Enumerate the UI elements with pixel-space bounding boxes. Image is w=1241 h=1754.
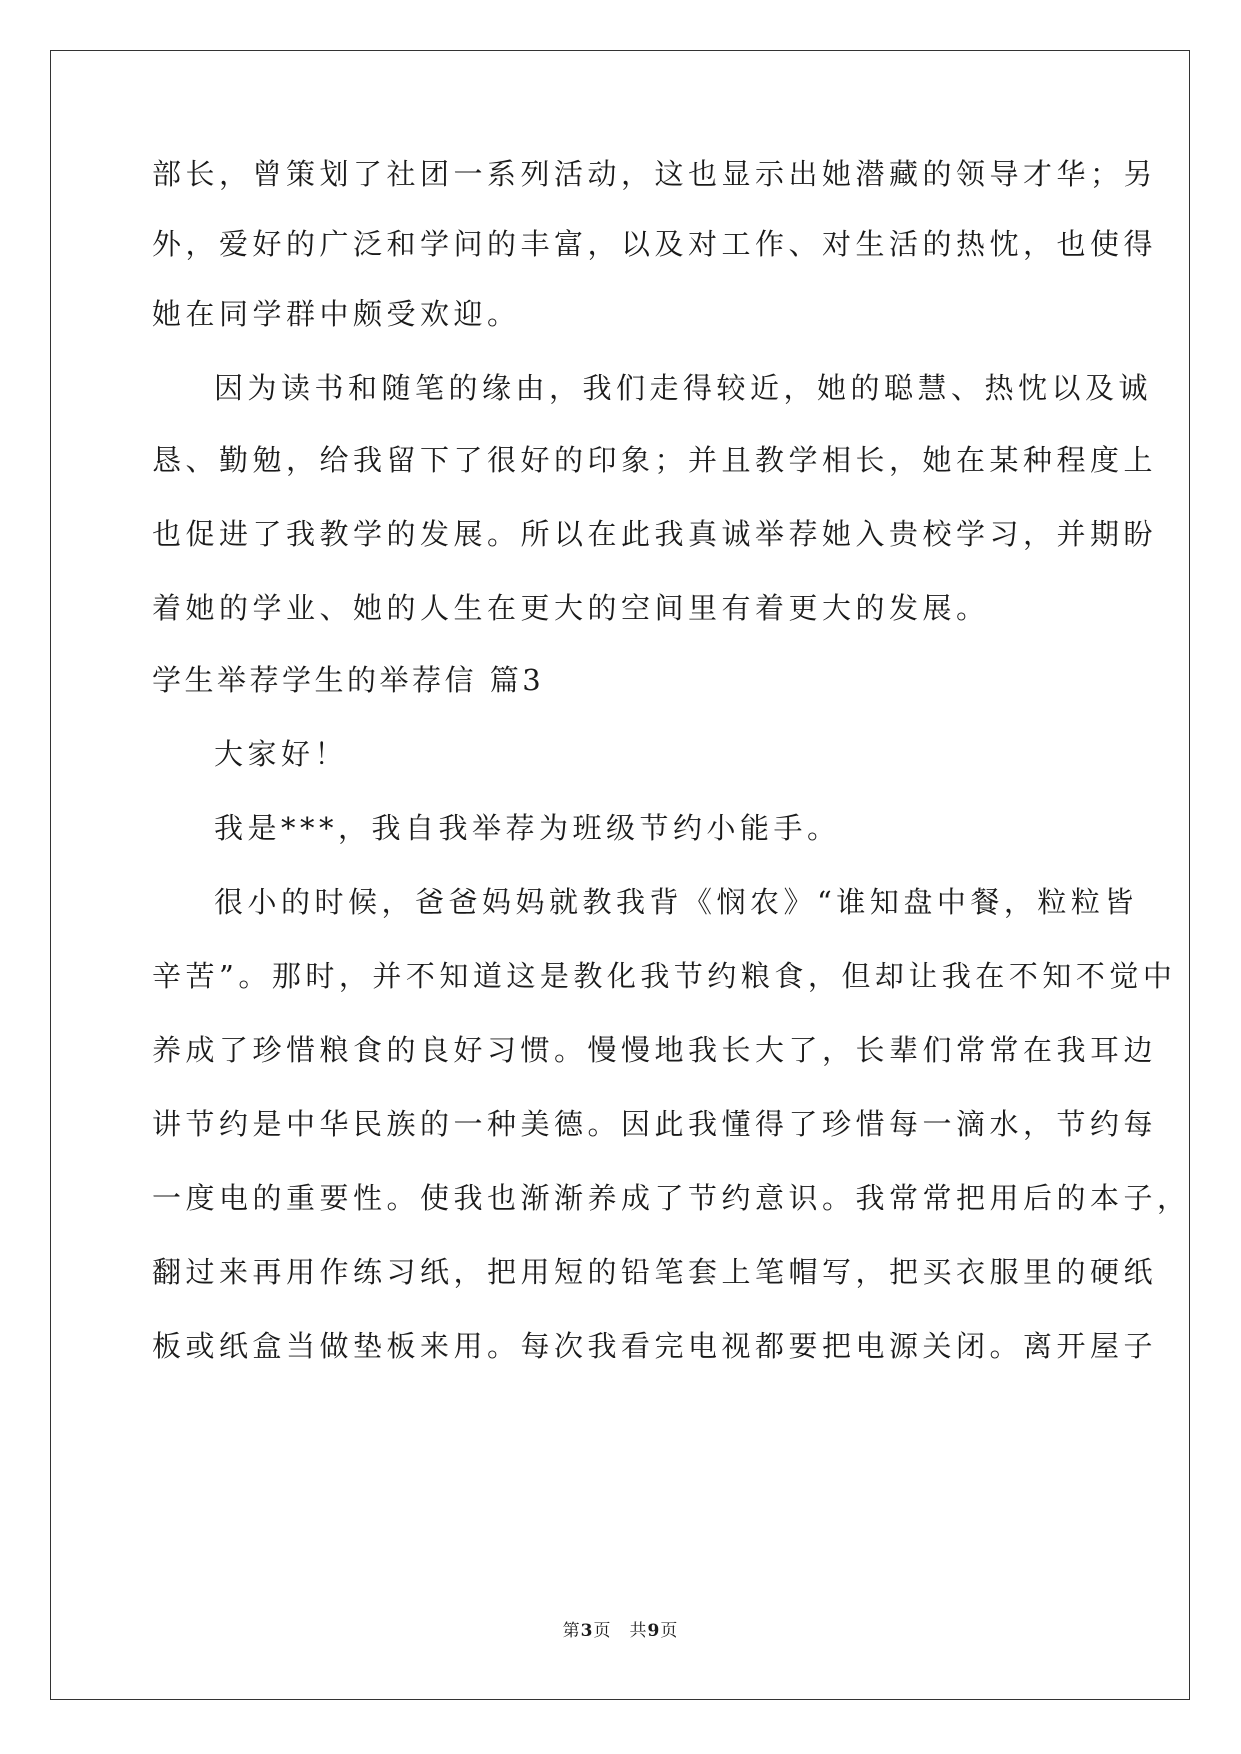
paragraph-line: 着她的学业、她的人生在更大的空间里有着更大的发展。 (152, 591, 990, 625)
paragraph-line: 部长，曾策划了社团一系列活动，这也显示出她潜藏的领导才华；另 (152, 157, 1158, 191)
paragraph-line: 一度电的重要性。使我也渐渐养成了节约意识。我常常把用后的本子， (152, 1181, 1191, 1215)
paragraph-line: 外，爱好的广泛和学问的丰富，以及对工作、对生活的热忱，也使得 (152, 227, 1158, 261)
greeting: 大家好！ (214, 737, 349, 771)
footer-mid: 页 共 (593, 1621, 648, 1641)
paragraph-line: 也促进了我教学的发展。所以在此我真诚举荐她入贵校学习，并期盼 (152, 517, 1158, 551)
footer-suffix: 页 (660, 1621, 679, 1641)
page-footer (0, 1616, 1241, 1641)
paragraph-line: 恳、勤勉，给我留下了很好的印象；并且教学相长，她在某种程度上 (152, 443, 1158, 477)
paragraph-line: 辛苦”。那时，并不知道这是教化我节约粮食，但却让我在不知不觉中 (152, 959, 1177, 993)
paragraph-line: 因为读书和随笔的缘由，我们走得较近，她的聪慧、热忱以及诚 (214, 371, 1153, 405)
paragraph-line: 养成了珍惜粮食的良好习惯。慢慢地我长大了，长辈们常常在我耳边 (152, 1033, 1158, 1067)
paragraph-line: 我是***，我自我举荐为班级节约小能手。 (214, 811, 841, 845)
paragraph-line: 她在同学群中颇受欢迎。 (152, 297, 521, 331)
total-pages-number: 9 (647, 1621, 661, 1641)
paragraph-line: 讲节约是中华民族的一种美德。因此我懂得了珍惜每一滴水，节约每 (152, 1107, 1158, 1141)
footer-prefix: 第 (562, 1621, 581, 1641)
paragraph-line: 板或纸盒当做垫板来用。每次我看完电视都要把电源关闭。离开屋子 (152, 1329, 1158, 1363)
section-heading: 学生举荐学生的举荐信 篇3 (152, 663, 545, 697)
paragraph-line: 翻过来再用作练习纸，把用短的铅笔套上笔帽写，把买衣服里的硬纸 (152, 1255, 1158, 1289)
paragraph-line: 很小的时候，爸爸妈妈就教我背《悯农》“谁知盘中餐，粒粒皆 (214, 885, 1138, 919)
current-page-number: 3 (580, 1621, 594, 1641)
